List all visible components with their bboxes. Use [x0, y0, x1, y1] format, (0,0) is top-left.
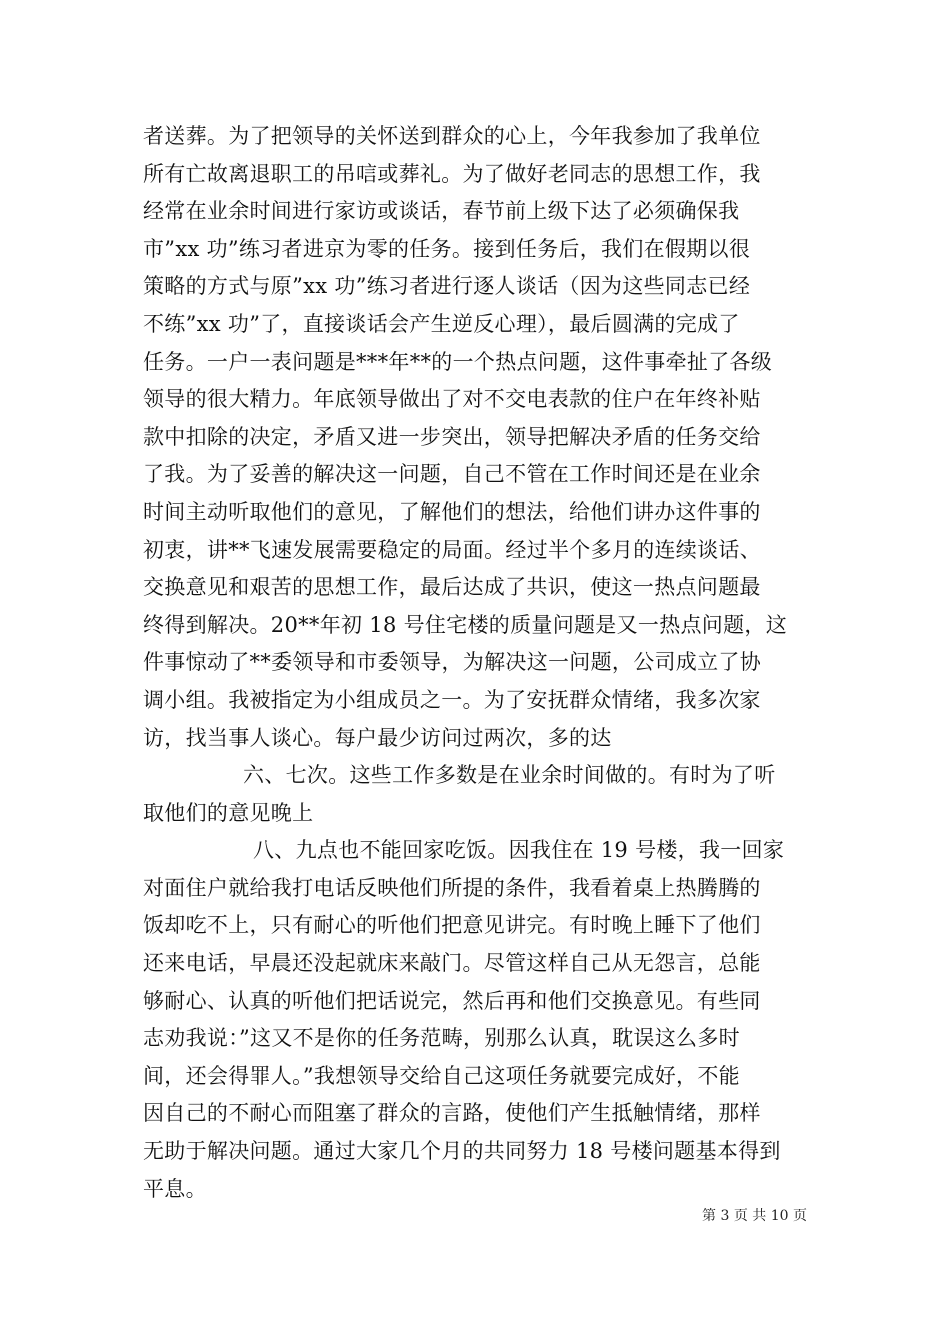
page-number: 第 3 页 共 10 页 — [702, 1208, 807, 1224]
text-line: 志劝我说：”这又不是你的任务范畴，别那么认真，耽误这么多时 — [143, 1026, 740, 1051]
text-line: 交换意见和艰苦的思想工作，最后达成了共识，使这一热点问题最 — [143, 575, 761, 600]
text-line: 调小组。我被指定为小组成员之一。为了安抚群众情绪，我多次家 — [143, 687, 761, 712]
text-line: 因自己的不耐心而阻塞了群众的言路，使他们产生抵触情绪，那样 — [143, 1101, 761, 1126]
text-line: 不练”xx 功”了，直接谈话会产生逆反心理），最后圆满的完成了 — [143, 311, 740, 336]
text-line-indented: 八、九点也不能回家吃饭。因我住在 19 号楼，我一回家 — [253, 838, 785, 863]
text-line: 者送葬。为了把领导的关怀送到群众的心上，今年我参加了我单位 — [143, 124, 761, 148]
body-text — [143, 118, 813, 1208]
text-line: 款中扣除的决定，矛盾又进一步突出，领导把解决矛盾的任务交给 — [143, 424, 761, 449]
text-line: 饭却吃不上，只有耐心的听他们把意见讲完。有时晚上睡下了他们 — [143, 913, 761, 938]
text-line: 访，找当事人谈心。每户最少访问过两次，多的达 — [143, 725, 612, 750]
text-line: 领导的很大精力。年底领导做出了对不交电表款的住户在年终补贴 — [143, 387, 761, 412]
text-line: 任务。一户一表问题是***年**的一个热点问题，这件事牵扯了各级 — [143, 349, 773, 374]
text-line: 市”xx 功”练习者进京为零的任务。接到任务后，我们在假期以很 — [143, 236, 751, 261]
text-line: 初衷，讲**飞速发展需要稳定的局面。经过半个多月的连续谈话、 — [143, 537, 761, 562]
text-line: 还来电话，早晨还没起就床来敲门。尽管这样自己从无怨言，总能 — [143, 951, 761, 976]
text-line: 经常在业余时间进行家访或谈话，春节前上级下达了必须确保我 — [143, 199, 740, 224]
text-line: 所有亡故离退职工的吊唁或葬礼。为了做好老同志的思想工作，我 — [143, 161, 761, 186]
text-line: 够耐心、认真的听他们把话说完，然后再和他们交换意见。有些同 — [143, 988, 761, 1013]
text-line: 无助于解决问题。通过大家几个月的共同努力 18 号楼问题基本得到 — [143, 1139, 781, 1164]
text-line: 终得到解决。20**年初 18 号住宅楼的质量问题是又一热点问题，这 — [143, 612, 787, 637]
text-line: 对面住户就给我打电话反映他们所提的条件，我看着桌上热腾腾的 — [143, 875, 761, 900]
text-line: 平息。 — [143, 1176, 207, 1201]
text-line: 时间主动听取他们的意见，了解他们的想法，给他们讲办这件事的 — [143, 499, 761, 524]
text-line: 了我。为了妥善的解决这一问题，自己不管在工作时间还是在业余 — [143, 462, 761, 487]
text-line: 间，还会得罪人。”我想领导交给自己这项任务就要完成好，不能 — [143, 1063, 740, 1088]
text-line: 策略的方式与原”xx 功”练习者进行逐人谈话（因为这些同志已经 — [143, 274, 751, 299]
text-line: 取他们的意见晚上 — [143, 800, 314, 825]
text-line: 件事惊动了**委领导和市委领导，为解决这一问题，公司成立了协 — [143, 650, 761, 675]
text-line-indented: 六、七次。这些工作多数是在业余时间做的。有时为了听 — [243, 763, 776, 788]
